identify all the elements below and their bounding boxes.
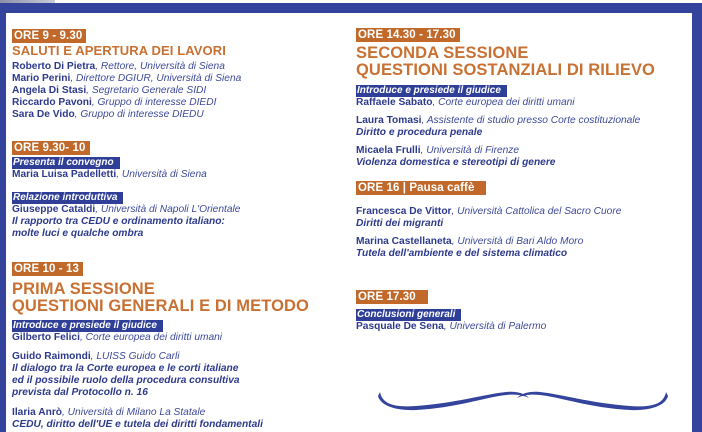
presenter-line — [12, 169, 207, 181]
chair-line — [12, 332, 222, 344]
talk-title: molte luci e qualche ombra — [12, 228, 144, 239]
coffee-break-tag: ORE 16 | Pausa caffè — [356, 181, 486, 195]
session-title-prima: PRIMA SESSIONE — [12, 280, 155, 298]
talk-title: Violenza domestica e stereotipi di genere — [356, 157, 556, 168]
speaker-name: Giuseppe Cataldi — [12, 204, 96, 215]
speaker-affiliation: , Gruppo di interesse DIEDI — [91, 97, 217, 108]
talk-title: Diritti dei migranti — [356, 218, 444, 229]
speaker-name: Laura Tomasi — [356, 115, 422, 126]
role-tag-presenta: Presenta il convegno — [12, 157, 120, 169]
talk-title: Il dialogo tra la Corte europea e le corti italiane — [12, 363, 239, 374]
speaker-affiliation: , Corte europea dei diritti umani — [432, 97, 575, 108]
speaker-affiliation: , Direttore DGIUR, Università di Siena — [70, 73, 242, 84]
time-tag-9-930: ORE 9 - 9.30 — [12, 29, 86, 43]
speaker-line — [12, 97, 216, 109]
speaker-name: Riccardo Pavoni — [12, 97, 92, 108]
speaker-name: Angela Di Stasi — [12, 85, 87, 96]
speaker-affiliation: , Università Cattolica del Sacro Cuore — [451, 206, 622, 217]
role-tag-chair: Introduce e presiede il giudice — [12, 320, 163, 332]
talk-title: CEDU, diritto dell'UE e tutela dei diritti fondamentali — [12, 419, 263, 430]
speaker-line — [356, 236, 583, 248]
speaker-name: Ilaria Anrò — [12, 407, 63, 418]
frame-top-border — [0, 3, 702, 13]
session-title-seconda: SECONDA SESSIONE — [356, 44, 529, 62]
frame-left-border — [0, 3, 6, 432]
time-tag-10-13: ORE 10 - 13 — [12, 262, 83, 276]
speaker-name: Marina Castellaneta — [356, 236, 452, 247]
time-tag-930-10: ORE 9.30- 10 — [12, 141, 90, 155]
session-subtitle-prima: QUESTIONI GENERALI E DI METODO — [12, 297, 309, 315]
time-tag-1430-1730: ORE 14.30 - 17.30 — [356, 28, 460, 42]
speaker-name: Mario Perini — [12, 73, 71, 84]
speaker-affiliation: , Assistente di studio presso Corte costituzionale — [421, 115, 641, 126]
talk-title: Diritto e procedura penale — [356, 127, 483, 138]
speaker-name: Francesca De Vittor — [356, 206, 452, 217]
speaker-line — [12, 351, 180, 363]
speaker-affiliation: , Università di Bari Aldo Moro — [451, 236, 584, 247]
decorative-flourish-icon — [376, 386, 670, 414]
role-tag-conclusioni: Conclusioni generali — [356, 309, 461, 321]
speaker-name: Roberto Di Pietra — [12, 61, 96, 72]
speaker-line — [12, 61, 225, 73]
talk-title: prevista dal Protocollo n. 16 — [12, 387, 148, 398]
talk-title: Tutela dell'ambiente e del sistema climatico — [356, 248, 568, 259]
speaker-line — [356, 145, 519, 157]
speaker-name: Pasquale De Sena — [356, 321, 444, 332]
speaker-line — [12, 407, 205, 419]
speaker-affiliation: , Corte europea dei diritti umani — [79, 332, 223, 343]
speaker-affiliation: , Gruppo di interesse DIEDU — [74, 109, 204, 120]
speaker-name: Raffaele Sabato — [356, 97, 433, 108]
speaker-name: Micaela Frulli — [356, 145, 421, 156]
role-tag-relazione: Relazione introduttiva — [12, 192, 123, 204]
speaker-affiliation: , LUISS Guido Carli — [90, 351, 180, 362]
speaker-affiliation: , Università di Milano La Statale — [62, 407, 206, 418]
speaker-line — [12, 73, 241, 85]
speaker-name: Sara De Vido — [12, 109, 75, 120]
speaker-line — [12, 109, 204, 121]
talk-title: ed il possibile ruolo della procedura consultiva — [12, 375, 240, 386]
speaker-affiliation: , Università di Palermo — [443, 321, 547, 332]
speaker-affiliation: , Segretario Generale SIDI — [86, 85, 207, 96]
talk-title: Il rapporto tra CEDU e ordinamento italiano: — [12, 216, 225, 227]
role-tag-chair: Introduce e presiede il giudice — [356, 85, 507, 97]
speaker-name: Guido Raimondi — [12, 351, 91, 362]
intro-speaker-line — [12, 204, 240, 216]
speaker-name: Maria Luisa Padelletti — [12, 169, 117, 180]
speaker-affiliation: , Università di Firenze — [420, 145, 520, 156]
frame-right-border — [692, 13, 702, 432]
speaker-affiliation: , Università di Siena — [116, 169, 207, 180]
speaker-affiliation: , Rettore, Università di Siena — [95, 61, 225, 72]
speaker-affiliation: , Università di Napoli L'Orientale — [95, 204, 241, 215]
speaker-name: Gilberto Felici — [12, 332, 80, 343]
session-subtitle-seconda: QUESTIONI SOSTANZIALI DI RILIEVO — [356, 61, 655, 79]
time-tag-1730: ORE 17.30 — [356, 290, 428, 304]
section-title-saluti: SALUTI E APERTURA DEI LAVORI — [12, 43, 226, 58]
speaker-line — [356, 321, 546, 333]
speaker-line — [356, 115, 640, 127]
speaker-line — [356, 206, 621, 218]
chair-line — [356, 97, 575, 109]
speaker-line — [12, 85, 206, 97]
